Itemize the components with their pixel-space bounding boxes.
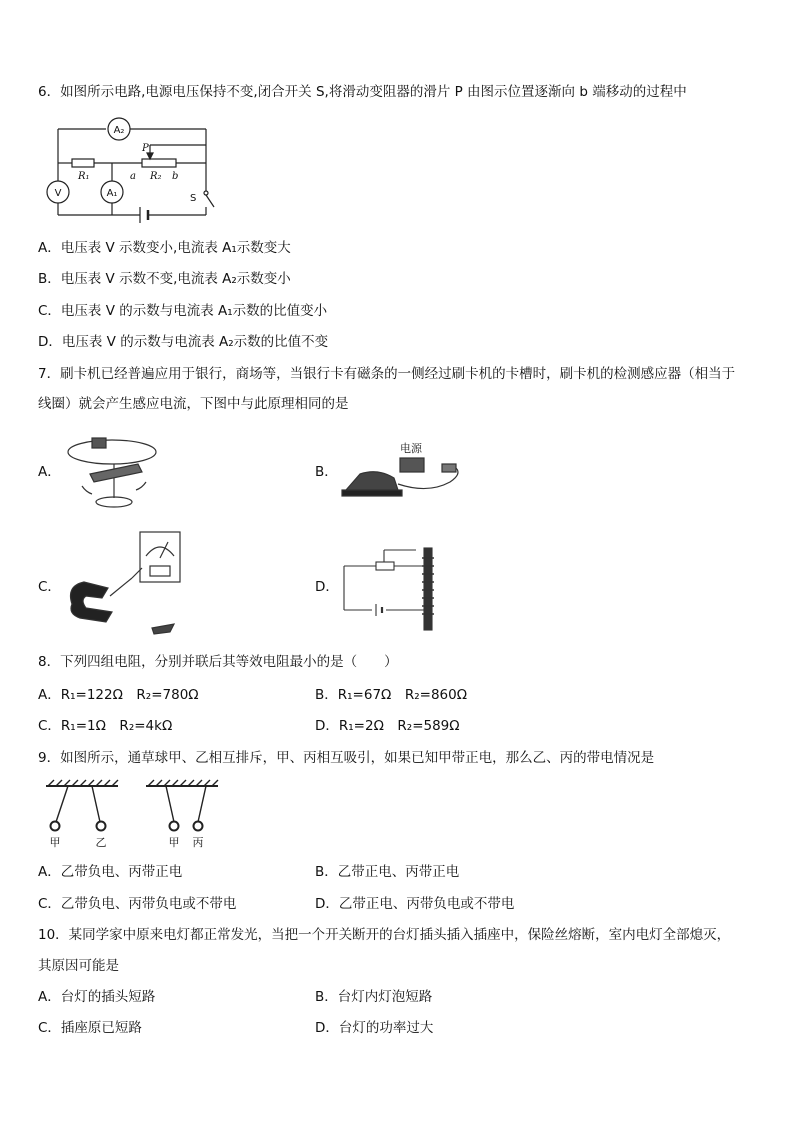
ball-yi: 乙 [95,836,107,849]
q9-option-a: A．乙带负电、丙带正电 [38,864,183,880]
r2-label: R₂ [150,171,162,182]
q6-option-d: D．电压表 V 的示数与电流表 A₂示数的比值不变 [38,334,329,350]
q9-pith-balls-diagram [42,776,232,850]
q7-stem-line2: 线圈）就会产生感应电流，下图中与此原理相同的是 [38,396,349,412]
s-label: S [190,193,197,204]
q10-option-c: C．插座原已短路 [38,1020,142,1036]
p-label: P [142,143,149,154]
ball-jia-right: 甲 [168,836,180,849]
q10-stem-line2: 其原因可能是 [38,958,119,974]
q7-label-a: A． [38,464,61,480]
q8-option-b: B．R₁=67Ω R₂=860Ω [315,687,468,703]
r1-label: R₁ [78,171,90,182]
q7-label-c: C． [38,579,61,595]
q10-option-a: A．台灯的插头短路 [38,989,156,1005]
q9-option-b: B．乙带正电、丙带正电 [315,864,460,880]
q9-option-d: D．乙带正电、丙带负电或不带电 [315,896,515,912]
q6-option-c: C．电压表 V 的示数与电流表 A₁示数的比值变小 [38,303,328,319]
a-label: a [130,171,136,182]
q7-label-b: B． [315,464,338,480]
q7-b-power-label: 电源 [400,442,422,455]
q6-option-b: B．电压表 V 示数不变,电流表 A₂示数变小 [38,271,291,287]
q7-image-d-electromagnet-circuit [336,538,446,634]
q8-option-c: C．R₁=1Ω R₂=4kΩ [38,718,173,734]
q7-image-c-magnet-galvanometer [62,528,186,638]
a1-label: A₁ [106,188,118,199]
q7-image-a-coil-magnet [62,428,170,514]
q7-image-b-electric-iron [338,434,468,506]
q8-stem: 8．下列四组电阻，分别并联后其等效电阻最小的是（ ） [38,654,398,670]
q10-option-b: B．台灯内灯泡短路 [315,989,433,1005]
q8-option-a: A．R₁=122Ω R₂=780Ω [38,687,199,703]
q10-stem-line1: 10．某同学家中原来电灯都正常发光，当把一个开关断开的台灯插头插入插座中，保险丝熔断，室内电灯全部熄灭， [38,927,731,943]
q9-stem: 9．如图所示，通草球甲、乙相互排斥，甲、丙相互吸引，如果已知甲带正电，那么乙、丙的带电情况是 [38,750,655,766]
q7-label-d: D． [315,579,339,595]
q8-option-d: D．R₁=2Ω R₂=589Ω [315,718,460,734]
q6-stem: 6．如图所示电路,电源电压保持不变,闭合开关 S,将滑动变阻器的滑片 P 由图示位置逐渐向 b 端移动的过程中 [38,84,687,100]
q9-option-c: C．乙带负电、丙带负电或不带电 [38,896,237,912]
ball-bing: 丙 [192,836,204,849]
q6-option-a: A．电压表 V 示数变小,电流表 A₁示数变大 [38,240,291,256]
a2-label: A₂ [113,125,125,136]
q10-option-d: D．台灯的功率过大 [315,1020,434,1036]
ball-jia-left: 甲 [49,836,61,849]
q6-circuit-diagram [44,115,224,223]
q7-stem-line1: 7．刷卡机已经普遍应用于银行，商场等，当银行卡有磁条的一侧经过刷卡机的卡槽时，刷卡机的检测感应器（相当于 [38,366,736,382]
v-label: V [54,188,62,199]
b-label: b [172,171,179,182]
